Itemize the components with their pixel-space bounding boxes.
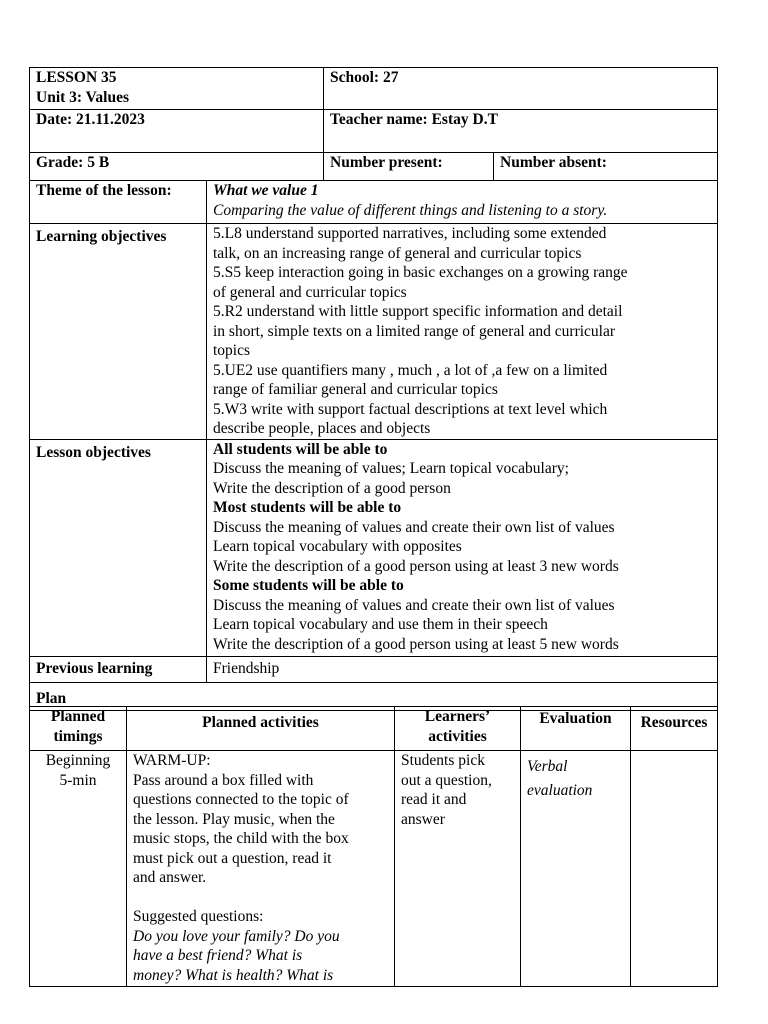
timing-stage: Beginning [45,752,111,769]
learner-line: Students pick [401,752,485,769]
lesson-objective-line: Discuss the meaning of values and create their own list of values [213,596,615,614]
some-students-heading: Some students will be able to [213,577,404,594]
lesson-objectives-label-cell [30,439,207,656]
learning-objective-line: describe people, places and objects [213,420,431,437]
previous-learning-cell [207,656,718,682]
learning-objective-line: talk, on an increasing range of general and curricular topics [213,244,582,262]
lesson-objective-line: Write the description of a good person using at least 3 new words [213,557,619,575]
learner-line: read it and [401,791,467,808]
evaluation-line: Verbal [527,758,568,775]
col-header-learners: Learners’ activities [395,707,521,751]
timing-duration: 5-min [59,771,97,789]
blank-line [133,888,388,908]
suggested-question-line: Do you love your family? Do you [133,927,340,945]
theme-subtitle: Comparing the value of different things and listening to a story. [213,201,608,219]
lesson-objective-line: Write the description of a good person [213,479,451,497]
lesson-cell [30,68,324,110]
previous-learning-label: Previous learning [36,659,153,677]
resources-cell [631,751,718,987]
lesson-objective-line: Write the description of a good person using at least 5 new words [213,635,619,653]
theme-label-cell [30,181,207,224]
theme-label: Theme of the lesson: [36,182,172,199]
lesson-objective-line: Learn topical vocabulary and use them in their speech [213,616,548,633]
activity-line: the lesson. Play music, when the [133,810,335,828]
activity-line: Pass around a box filled with [133,771,314,789]
number-present-label: Number present: [330,154,443,171]
learning-objective-line: range of familiar general and curricular topics [213,381,498,398]
col-header-evaluation: Evaluation [521,707,631,751]
activity-line: questions connected to the topic of [133,791,349,808]
date-cell [30,110,324,153]
number-absent-cell [494,153,718,181]
number-absent-label: Number absent: [500,154,607,171]
suggested-questions-heading: Suggested questions: [133,908,264,925]
unit-title: Unit 3: Values [36,88,130,106]
learning-objectives-label: Learning objectives [36,228,167,245]
school-cell [324,68,718,110]
school: School: 27 [330,69,399,86]
previous-learning-label-cell [30,656,207,682]
learning-objectives-label-cell [30,224,207,440]
previous-learning-value: Friendship [213,659,280,677]
plan-table [29,706,718,987]
learning-objective-line: 5.W3 write with support factual descriptions at text level which [213,400,608,418]
learner-line: answer [401,810,445,828]
learning-objective-line: topics [213,342,251,359]
learning-objective-line: 5.L8 understand supported narratives, including some extended [213,225,607,242]
timing-cell [30,751,127,987]
lesson-number: LESSON 35 [36,69,117,86]
suggested-question-line: money? What is health? What is [133,966,334,984]
col-header-resources: Resources [631,707,718,751]
most-students-heading: Most students will be able to [213,499,402,516]
learning-objective-line: 5.S5 keep interaction going in basic exchanges on a growing range [213,264,628,281]
activity-line: music stops, the child with the box [133,830,349,847]
lesson-info-table [29,67,718,711]
lesson-objective-line: Discuss the meaning of values; Learn topical vocabulary; [213,460,569,477]
activity-cell [127,751,395,987]
plan-heading: Plan [36,689,67,707]
learning-objective-line: in short, simple texts on a limited range of general and curricular [213,322,616,340]
theme-cell [207,181,718,224]
lesson-date: Date: 21.11.2023 [36,111,145,128]
grade: Grade: 5 B [36,154,110,171]
teacher-name: Teacher name: Estay D.T [330,111,498,128]
lesson-objectives-cell [207,439,718,656]
activity-line: and answer. [133,869,207,886]
lesson-objective-line: Learn topical vocabulary with opposites [213,538,462,555]
evaluation-cell [521,751,631,987]
suggested-question-line: have a best friend? What is [133,947,303,964]
number-present-cell [324,153,494,181]
learning-objective-line: 5.UE2 use quantifiers many , much , a lot of ,a few on a limited [213,361,608,379]
learners-cell [395,751,521,987]
lesson-objective-line: Discuss the meaning of values and create their own list of values [213,518,615,536]
theme-title: What we value 1 [213,182,319,199]
learning-objective-line: of general and curricular topics [213,283,407,301]
learning-objective-line: 5.R2 understand with little support specific information and detail [213,303,623,320]
learning-objectives-cell [207,224,718,440]
col-header-timings: Planned timings [30,707,127,751]
warm-up-heading: WARM-UP: [133,752,211,769]
grade-cell [30,153,324,181]
all-students-heading: All students will be able to [213,440,388,458]
teacher-cell [324,110,718,153]
evaluation-line: evaluation [527,782,593,799]
lesson-objectives-label: Lesson objectives [36,443,151,461]
learner-line: out a question, [401,771,492,789]
col-header-activities: Planned activities [127,707,395,751]
activity-line: must pick out a question, read it [133,849,332,867]
